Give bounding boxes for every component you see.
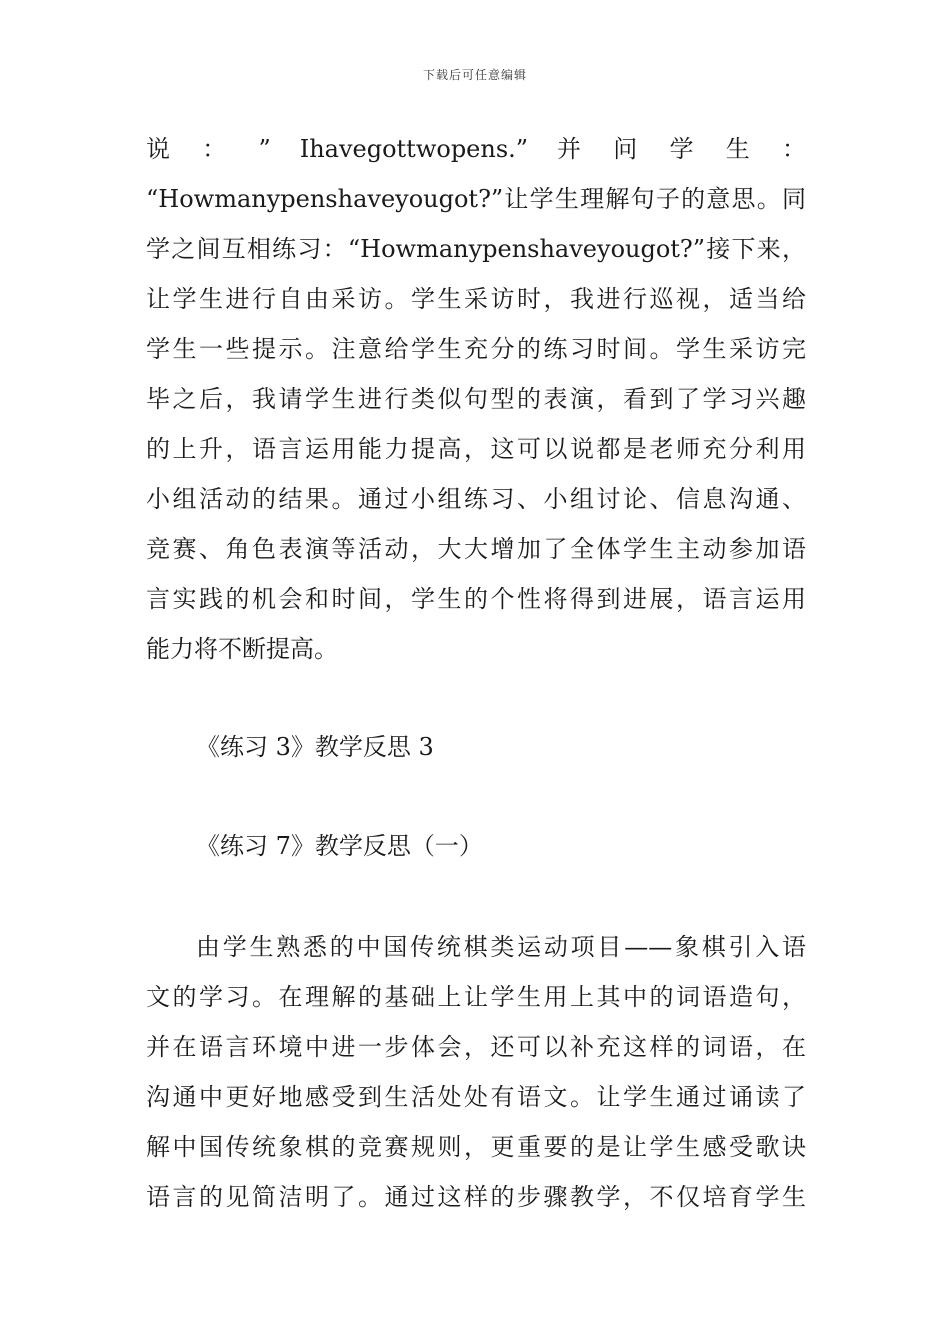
header-note: 下载后可任意编辑: [422, 68, 527, 82]
paragraph-line: 学生一些提示。注意给学生充分的练习时间。学生采访完: [146, 335, 806, 363]
paragraph-2: [146, 922, 806, 1222]
paragraph-line: “Howmanypenshaveyougot?”让学生理解句子的意思。同: [146, 185, 806, 213]
paragraph-line: 文的学习。在理解的基础上让学生用上其中的词语造句，: [146, 983, 806, 1011]
paragraph-line: 沟通中更好地感受到生活处处有语文。让学生通过诵读了: [146, 1083, 806, 1111]
paragraph-line: 让学生进行自由采访。学生采访时，我进行巡视，适当给: [146, 285, 806, 313]
paragraph-line: 并在语言环境中进一步体会，还可以补充这样的词语，在: [146, 1033, 806, 1061]
section-heading-2: 《练习 7》教学反思（一）: [196, 832, 483, 860]
paragraph-line: 言实践的机会和时间，学生的个性将得到进展，语言运用: [146, 585, 806, 613]
paragraph-line: 由学生熟悉的中国传统棋类运动项目——象棋引入语: [196, 933, 806, 961]
paragraph-line: 解中国传统象棋的竞赛规则，更重要的是让学生感受歌诀: [146, 1133, 806, 1161]
paragraph-line: 小组活动的结果。通过小组练习、小组讨论、信息沟通、: [146, 485, 806, 513]
paragraph-line: 的上升，语言运用能力提高，这可以说都是老师充分利用: [146, 435, 806, 463]
section-heading-1: 《练习 3》教学反思 3: [196, 733, 434, 761]
paragraph-line: 毕之后，我请学生进行类似句型的表演，看到了学习兴趣: [146, 385, 806, 413]
paragraph-line: 竞赛、角色表演等活动，大大增加了全体学生主动参加语: [146, 535, 806, 563]
paragraph-line: 语言的见简洁明了。通过这样的步骤教学，不仅培育学生: [146, 1183, 806, 1211]
paragraph-line: 能力将不断提高。: [146, 635, 338, 663]
paragraph-1: [146, 124, 806, 674]
paragraph-line: 说 ： ” Ihavegottwopens.” 并 问 学 生 ：: [146, 135, 806, 163]
paragraph-line: 学之间互相练习：“Howmanypenshaveyougot?”接下来，: [146, 235, 806, 263]
